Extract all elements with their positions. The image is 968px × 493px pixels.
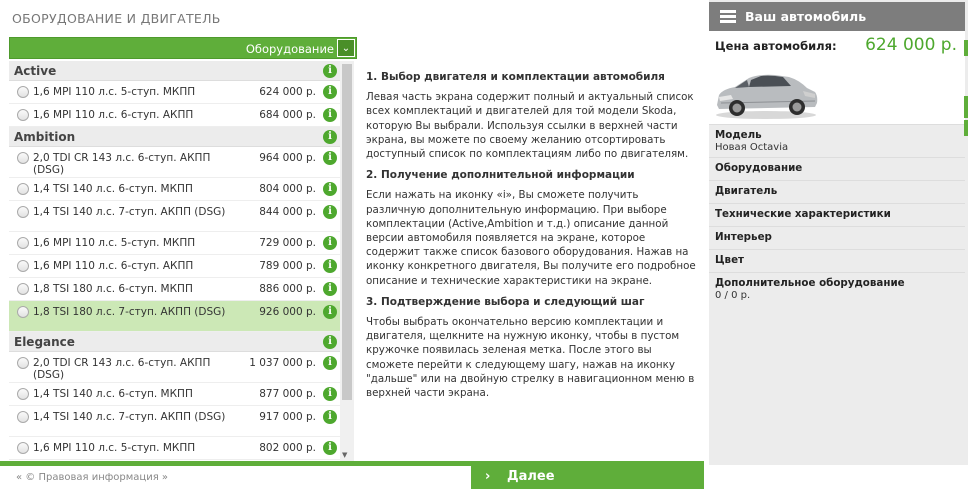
summary-item[interactable] <box>709 203 965 226</box>
group-header <box>9 332 340 352</box>
config-row[interactable] <box>9 352 340 383</box>
info-icon[interactable]: i <box>323 108 337 122</box>
instruction-text: Чтобы выбрать окончательно версию комплектации и двигателя, щелкните на нужную иконку, чтобы в пустом кружочке появилась зеленая метка. После этого вы сможете перейти к следующему шагу, нажав на иконку "дальше" или на двойную стрелку в навигационном меню в верхней части экрана. <box>366 316 695 400</box>
config-price: 964 000 р. <box>259 152 316 164</box>
summary-item-title: Технические характеристики <box>715 208 891 220</box>
info-icon[interactable]: i <box>323 282 337 296</box>
info-icon[interactable]: i <box>323 305 337 319</box>
next-button-label: Далее <box>507 469 555 484</box>
config-price: 802 000 р. <box>259 442 316 454</box>
config-price: 804 000 р. <box>259 183 316 195</box>
radio-button[interactable] <box>17 86 29 98</box>
config-row[interactable] <box>9 232 340 255</box>
summary-item[interactable] <box>709 157 965 180</box>
config-price: 926 000 р. <box>259 306 316 318</box>
group-header <box>9 127 340 147</box>
config-price: 684 000 р. <box>259 109 316 121</box>
edge-tab[interactable] <box>964 40 968 56</box>
summary-item-value: 0 / 0 р. <box>715 290 751 301</box>
info-icon[interactable]: i <box>323 335 337 349</box>
info-icon[interactable]: i <box>323 410 337 424</box>
config-label: 1,6 MPI 110 л.с. 6-ступ. АКПП <box>33 109 194 121</box>
config-price: 789 000 р. <box>259 260 316 272</box>
chevron-right-icon: › <box>485 469 491 484</box>
config-row[interactable] <box>9 406 340 437</box>
radio-button[interactable] <box>17 237 29 249</box>
edge-tab[interactable] <box>964 120 968 136</box>
summary-item[interactable] <box>709 124 965 157</box>
config-row[interactable] <box>9 178 340 201</box>
config-label: 1,4 TSI 140 л.с. 7-ступ. АКПП (DSG) <box>33 411 226 423</box>
sort-select-value: Оборудование <box>245 42 334 56</box>
config-row[interactable] <box>9 278 340 301</box>
your-car-panel <box>709 0 968 465</box>
radio-button[interactable] <box>17 183 29 195</box>
summary-item[interactable] <box>709 249 965 272</box>
summary-item-title: Оборудование <box>715 162 803 174</box>
next-button[interactable] <box>471 466 704 489</box>
chevron-down-icon[interactable]: ⌄ <box>337 39 355 57</box>
radio-button[interactable] <box>17 388 29 400</box>
config-label: 1,8 TSI 180 л.с. 7-ступ. АКПП (DSG) <box>33 306 226 318</box>
instruction-text: Левая часть экрана содержит полный и актуальный список всех комплектаций и двигателей для той модели Skoda, которую Вы выбрали. Используя ссылки в верхней части экрана, вы можете по своему желанию отсортировать доступный список по комплектациям либо по двигателям. <box>366 91 694 161</box>
group-name: Ambition <box>14 130 76 144</box>
group-name: Active <box>14 64 57 78</box>
radio-button[interactable] <box>17 260 29 272</box>
config-label: 1,6 MPI 110 л.с. 6-ступ. АКПП <box>33 260 194 272</box>
list-icon <box>720 10 736 23</box>
info-icon[interactable]: i <box>323 85 337 99</box>
info-icon[interactable]: i <box>323 64 337 78</box>
config-label: 1,4 TSI 140 л.с. 6-ступ. МКПП <box>33 388 193 400</box>
radio-button[interactable] <box>17 206 29 218</box>
page-title: ОБОРУДОВАНИЕ И ДВИГАТЕЛЬ <box>12 11 221 26</box>
config-row[interactable] <box>9 104 340 127</box>
config-price: 729 000 р. <box>259 237 316 249</box>
summary-item[interactable] <box>709 180 965 203</box>
instruction-title: 2. Получение дополнительной информации <box>366 169 635 182</box>
radio-button[interactable] <box>17 442 29 454</box>
info-icon[interactable]: i <box>323 259 337 273</box>
info-icon[interactable]: i <box>323 130 337 144</box>
config-row[interactable] <box>9 81 340 104</box>
group-header <box>9 61 340 81</box>
summary-item[interactable] <box>709 272 965 305</box>
info-icon[interactable]: i <box>323 356 337 370</box>
scrollbar-thumb[interactable] <box>342 64 352 400</box>
info-icon[interactable]: i <box>323 236 337 250</box>
configuration-list <box>9 61 340 461</box>
radio-button[interactable] <box>17 357 29 369</box>
legal-info-link[interactable]: « © Правовая информация » <box>16 472 169 483</box>
config-label: 1,6 MPI 110 л.с. 5-ступ. МКПП <box>33 442 196 454</box>
config-label: 2,0 TDI CR 143 л.с. 6-ступ. АКПП (DSG) <box>33 152 211 176</box>
config-row[interactable] <box>9 201 340 232</box>
config-price: 886 000 р. <box>259 283 316 295</box>
car-image <box>711 65 821 121</box>
your-car-header <box>709 2 965 31</box>
summary-item-title: Двигатель <box>715 185 778 197</box>
group-name: Elegance <box>14 335 75 349</box>
car-price-value: 624 000 р. <box>865 35 957 55</box>
config-row[interactable] <box>9 301 340 332</box>
summary-item-title: Дополнительное оборудование <box>715 277 905 289</box>
car-image-block <box>709 58 965 124</box>
car-price-row <box>709 31 965 58</box>
config-label: 1,4 TSI 140 л.с. 7-ступ. АКПП (DSG) <box>33 206 226 218</box>
config-price: 844 000 р. <box>259 206 316 218</box>
config-row[interactable] <box>9 147 340 178</box>
list-scrollbar[interactable] <box>340 61 354 461</box>
info-icon[interactable]: i <box>323 387 337 401</box>
summary-item-title: Цвет <box>715 254 745 266</box>
config-label: 2,0 TDI CR 143 л.с. 6-ступ. АКПП (DSG) <box>33 357 211 381</box>
info-icon[interactable]: i <box>323 205 337 219</box>
radio-button[interactable] <box>17 109 29 121</box>
config-price: 877 000 р. <box>259 388 316 400</box>
summary-item-title: Интерьер <box>715 231 772 243</box>
config-label: 1,6 MPI 110 л.с. 5-ступ. МКПП <box>33 86 196 98</box>
config-price: 624 000 р. <box>259 86 316 98</box>
car-summary-list <box>709 124 965 305</box>
config-row[interactable] <box>9 255 340 278</box>
config-row[interactable] <box>9 383 340 406</box>
instruction-title: 1. Выбор двигателя и комплектации автомобиля <box>366 71 665 83</box>
info-icon[interactable]: i <box>323 182 337 196</box>
summary-item-value: Новая Octavia <box>715 142 789 153</box>
radio-button[interactable] <box>17 152 29 164</box>
instructions <box>366 70 696 407</box>
info-icon[interactable]: i <box>323 151 337 165</box>
config-label: 1,6 MPI 110 л.с. 5-ступ. МКПП <box>33 237 196 249</box>
config-price: 1 037 000 р. <box>249 357 316 369</box>
instruction-title: 3. Подтверждение выбора и следующий шаг <box>366 295 645 308</box>
sort-select[interactable] <box>9 37 357 59</box>
edge-tab[interactable] <box>964 96 968 118</box>
car-price-label: Цена автомобиля: <box>715 39 837 53</box>
your-car-title: Ваш автомобиль <box>745 9 867 24</box>
instruction-text: Если нажать на иконку «i», Вы сможете получить различную дополнительную информацию. При выборе комплектации (Active,Ambition и т.д.) описание данной версии автомобиля появляется на экране, которое содержит также список базового оборудования. Нажав на иконку конкретного двигателя, Вы получите его подробное описание и технические характеристики на экране. <box>366 189 696 287</box>
radio-button[interactable] <box>17 411 29 423</box>
summary-item[interactable] <box>709 226 965 249</box>
config-label: 1,4 TSI 140 л.с. 6-ступ. МКПП <box>33 183 193 195</box>
info-icon[interactable]: i <box>323 441 337 455</box>
radio-button[interactable] <box>17 283 29 295</box>
config-price: 917 000 р. <box>259 411 316 423</box>
scroll-down-arrow-icon[interactable]: ▼ <box>342 451 348 459</box>
config-row[interactable] <box>9 437 340 460</box>
radio-button[interactable] <box>17 306 29 318</box>
config-label: 1,8 TSI 180 л.с. 6-ступ. МКПП <box>33 283 193 295</box>
summary-item-title: Модель <box>715 129 762 141</box>
